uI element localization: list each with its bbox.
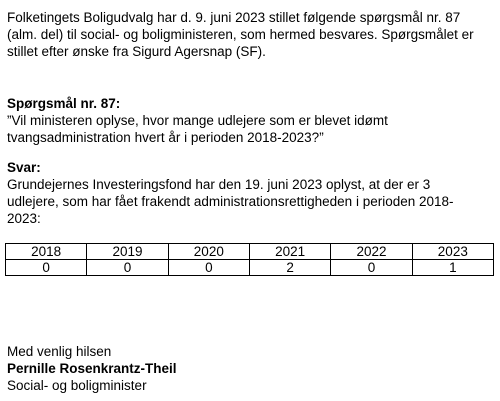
count-cell: 0 bbox=[168, 260, 249, 276]
signoff-greeting: Med venlig hilsen bbox=[7, 344, 112, 359]
year-cell: 2019 bbox=[87, 244, 168, 260]
answer-line: 2023: bbox=[7, 211, 41, 226]
table-header-row bbox=[6, 244, 494, 260]
count-cell: 1 bbox=[412, 260, 493, 276]
year-cell: 2018 bbox=[6, 244, 87, 260]
answer-heading: Svar: bbox=[7, 160, 41, 175]
answer-line: udlejere, som har fået frakendt administrationsrettigheden i perioden 2018- bbox=[7, 194, 454, 209]
intro-line: (alm. del) til social- og boligministeren, som hermed besvares. Spørgsmålet er bbox=[7, 27, 474, 42]
year-cell: 2020 bbox=[168, 244, 249, 260]
answer-line: Grundejernes Investeringsfond har den 19. juni 2023 oplyst, at der er 3 bbox=[7, 177, 431, 192]
signoff-name: Pernille Rosenkrantz-Theil bbox=[7, 361, 177, 376]
year-cell: 2023 bbox=[412, 244, 493, 260]
table-row bbox=[6, 260, 494, 276]
question-heading: Spørgsmål nr. 87: bbox=[7, 96, 121, 111]
signoff-section bbox=[7, 343, 495, 394]
year-cell: 2021 bbox=[249, 244, 330, 260]
question-line: tvangsadministration hvert år i perioden 2018-2023?” bbox=[7, 130, 324, 145]
intro-line: stillet efter ønske fra Sigurd Agersnap (SF). bbox=[7, 44, 266, 59]
intro-line: Folketingets Boligudvalg har d. 9. juni 2023 stillet følgende spørgsmål nr. 87 bbox=[7, 10, 461, 25]
yearly-count-table bbox=[5, 243, 494, 276]
year-cell: 2022 bbox=[331, 244, 412, 260]
question-line: ”Vil ministeren oplyse, hvor mange udlejere som er blevet idømt bbox=[7, 113, 388, 128]
question-section bbox=[7, 95, 495, 146]
intro-paragraph bbox=[7, 9, 495, 60]
count-cell: 0 bbox=[6, 260, 87, 276]
answer-section bbox=[7, 159, 495, 227]
count-cell: 0 bbox=[331, 260, 412, 276]
count-cell: 2 bbox=[249, 260, 330, 276]
count-cell: 0 bbox=[87, 260, 168, 276]
signoff-title: Social- og boligminister bbox=[7, 378, 147, 393]
